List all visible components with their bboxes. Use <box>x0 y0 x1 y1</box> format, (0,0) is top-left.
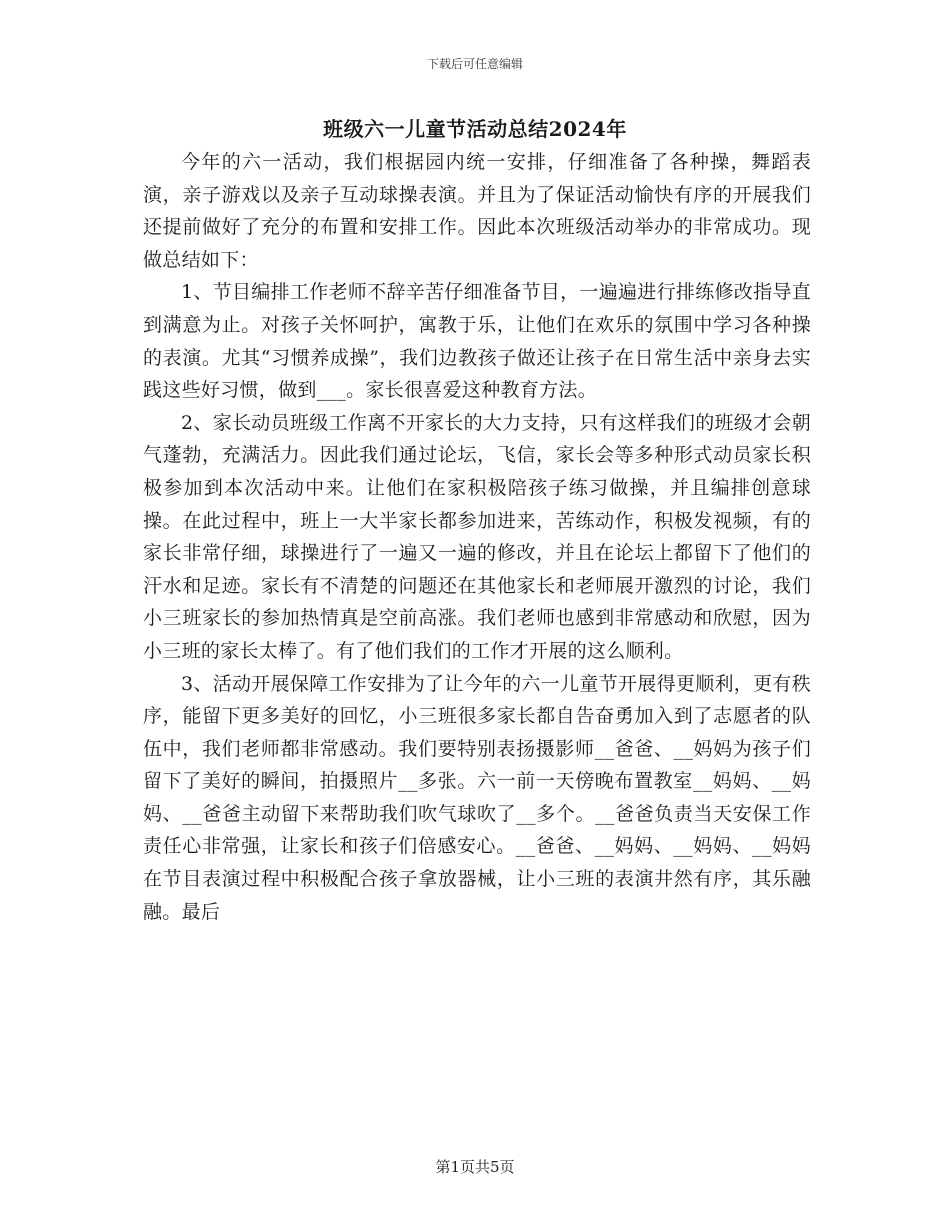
document-title: 班级六一儿童节活动总结2024年 <box>323 117 627 141</box>
paragraph-intro: 今年的六一活动，我们根据园内统一安排，仔细准备了各种操，舞蹈表演，亲子游戏以及亲子互动球操表演。并且为了保证活动愉快有序的开展我们还提前做好了充分的布置和安排工作。因此本次班级活动举办的非常成功。现做总结如下： <box>143 151 811 271</box>
page-footer: 第1页共5页 <box>435 1158 515 1176</box>
header-note: 下载后可任意编辑 <box>426 57 523 71</box>
paragraph-2: 2、家长动员班级工作离不开家长的大力支持，只有这样我们的班级才会朝气蓬勃，充满活力。因此我们通过论坛，飞信，家长会等多种形式动员家长积极参加到本次活动中来。让他们在家积极陪孩子练习做操，并且编排创意球操。在此过程中，班上一大半家长都参加进来，苦练动作，积极发视频，有的家长非常仔细，球操进行了一遍又一遍的修改，并且在论坛上都留下了他们的汗水和足迹。家长有不清楚的问题还在其他家长和老师展开激烈的讨论，我们小三班家长的参加热情真是空前高涨。我们老师也感到非常感动和欣慰，因为小三班的家长太棒了。有了他们我们的工作才开展的这么顺利。 <box>143 411 811 662</box>
paragraph-3: 3、活动开展保障工作安排为了让今年的六一儿童节开展得更顺利，更有秩序，能留下更多美好的回忆，小三班很多家长都自告奋勇加入到了志愿者的队伍中，我们老师都非常感动。我们要特别表扬摄影师__爸爸、__妈妈为孩子们留下了美好的瞬间，拍摄照片__多张。六一前一天傍晚布置教室__妈妈、__妈妈、__爸爸主动留下来帮助我们吹气球吹了__多个。__爸爸负责当天安保工作责任心非常强，让家长和孩子们倍感安心。__爸爸、__妈妈、__妈妈、__妈妈在节目表演过程中积极配合孩子拿放器械，让小三班的表演井然有序，其乐融融。最后 <box>143 672 811 923</box>
document-body <box>143 146 811 928</box>
paragraph-1: 1、节目编排工作老师不辞辛苦仔细准备节目，一遍遍进行排练修改指导直到满意为止。对孩子关怀呵护，寓教于乐，让他们在欢乐的氛围中学习各种操的表演。尤其“习惯养成操”，我们边教孩子做还让孩子在日常生活中亲身去实践这些好习惯，做到___。家长很喜爱这种教育方法。 <box>143 281 811 402</box>
